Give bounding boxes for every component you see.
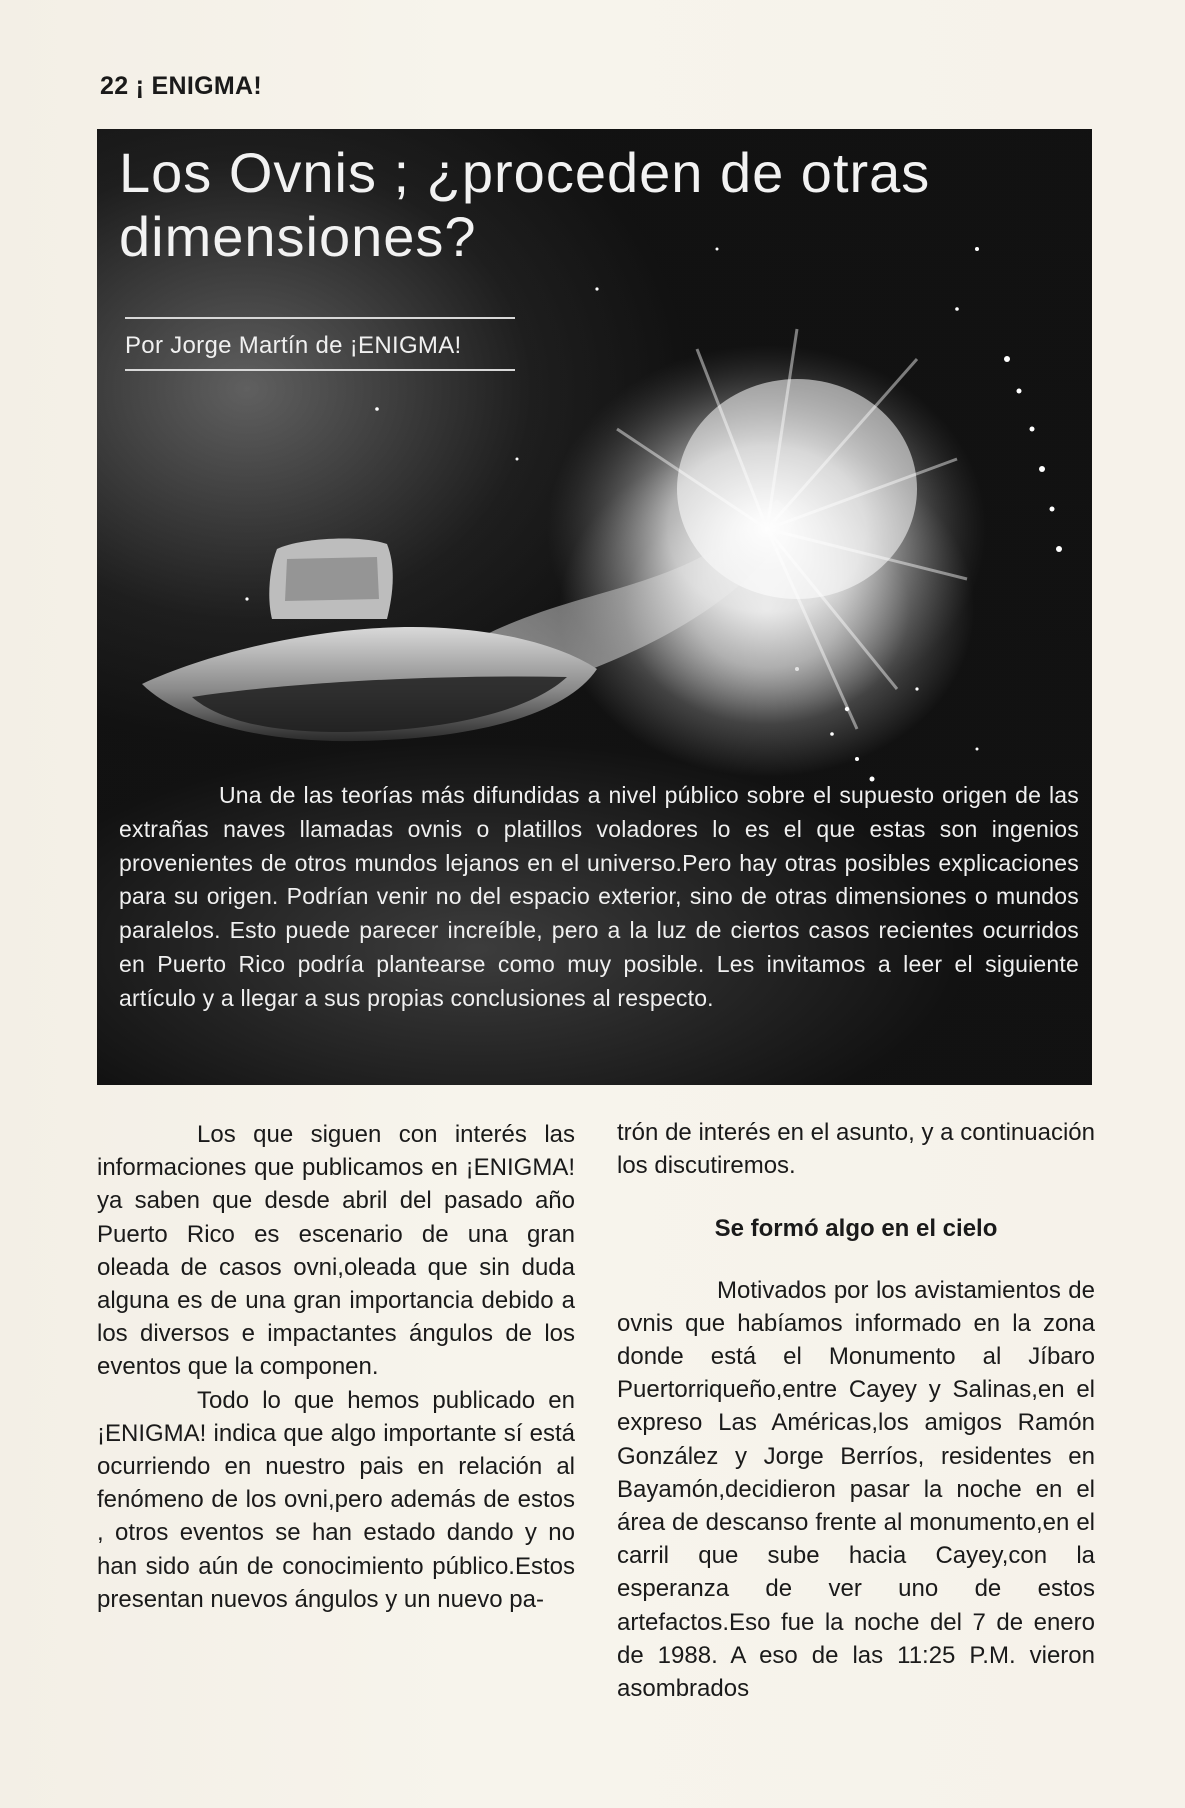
left-column	[97, 1118, 575, 1616]
hero-photo-panel	[97, 129, 1092, 1085]
body-paragraph-continued: trón de interés en el asunto, y a continuación los discutiremos.	[617, 1119, 1095, 1180]
byline-rule-top	[125, 317, 515, 319]
byline: Por Jorge Martín de ¡ENIGMA!	[125, 332, 462, 359]
byline-rule-bottom	[125, 369, 515, 371]
body-paragraph: Motivados por los avistamientos de ovnis que habíamos informado en la zona donde está el Monumento al Jíbaro Puertorriqueño,entre Cayey y Salinas,en el expreso Las Américas,los amigos Ramón González y Jorge Berríos, residentes en Bayamón,decidieron pasar la noche en el área de descanso frente al monumento,en el carril que sube hacia Cayey,con la esperanza de ver uno de estos artefactos.Eso fue la noche del 7 de enero de 1988. A eso de las 11:25 P.M. vieron asombrados	[617, 1276, 1095, 1703]
body-paragraph: Todo lo que hemos publicado en ¡ENIGMA! indica que algo importante sí está ocurriendo en nuestro pais en relación al fenómeno de los ovni,pero además de estos , otros eventos se han estado dando y no han sido aún de conocimiento público.Estos presentan nuevos ángulos y un nuevo pa-	[97, 1386, 575, 1613]
article-title: Los Ovnis ; ¿proceden de otras dimensiones?	[119, 141, 931, 268]
lead-paragraph: Una de las teorías más difundidas a nivel público sobre el supuesto origen de las extrañas naves llamadas ovnis o platillos voladores lo es el que estas son ingenios provenientes de otros mundos lejanos en el universo.Pero hay otras posibles explicaciones para su origen. Podrían venir no del espacio exterior, sino de otras dimensiones o mundos paralelos. Esto puede parecer increíble, pero a la luz de ciertos casos recientes ocurridos en Puerto Rico podría plantearse como muy posible. Les invitamos a leer el siguiente artículo y a llegar a sus propias conclusiones al respecto.	[119, 782, 1079, 1011]
section-subheading: Se formó algo en el cielo	[714, 1215, 998, 1243]
page-header: 22 ¡ ENIGMA!	[100, 72, 262, 100]
right-column	[617, 1116, 1095, 1705]
body-paragraph: Los que siguen con interés las informaciones que publicamos en ¡ENIGMA! ya saben que desde abril del pasado año Puerto Rico es escenario de una gran oleada de casos ovni,oleada que sin duda alguna es de una gran importancia debido a los diversos e impactantes ángulos de los eventos que la componen.	[97, 1121, 575, 1381]
